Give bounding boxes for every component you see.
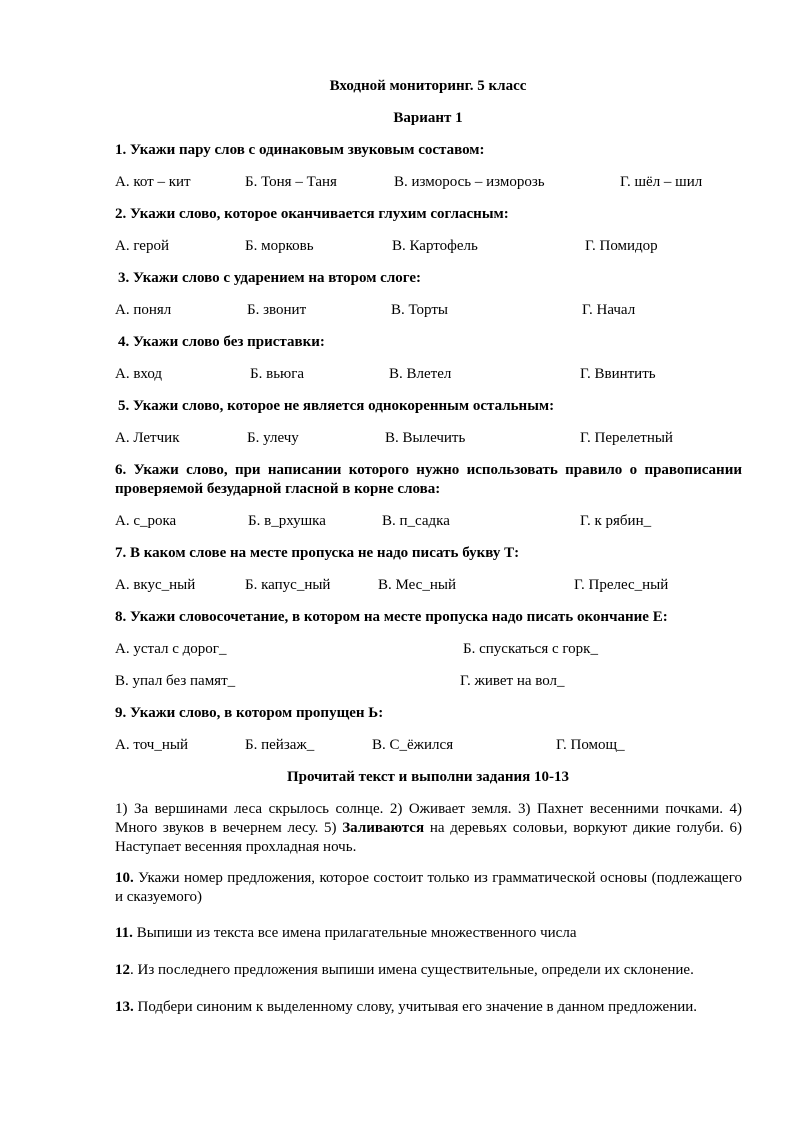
document-title: Входной мониторинг. 5 класс [329,78,527,94]
highlighted-word: Заливаются [342,820,425,836]
q1-option-a: А. кот – кит [115,174,191,190]
variant-heading: Вариант 1 [393,110,463,126]
q5-option-b: Б. улечу [247,430,299,446]
q7-option-c: В. Мес_ный [378,577,456,593]
q4-option-a: А. вход [115,366,163,382]
q8-option-a: А. устал с дорог_ [115,641,227,657]
q2-option-c: В. Картофель [392,238,478,254]
q2-option-d: Г. Помидор [585,238,658,254]
q2-option-b: Б. морковь [245,238,314,254]
q6-option-d: Г. к рябин_ [580,513,652,529]
q5-option-d: Г. Перелетный [580,430,673,446]
q4-option-c: В. Влетел [389,366,452,382]
task-13 [115,998,742,1017]
question-9: 9. Укажи слово, в котором пропущен Ь: [115,705,384,721]
q3-option-b: Б. звонит [247,302,307,318]
q8-option-b: Б. спускаться с горк_ [463,641,598,657]
reading-heading: Прочитай текст и выполни задания 10-13 [286,769,570,785]
q5-option-a: А. Летчик [115,430,180,446]
q3-option-a: А. понял [115,302,172,318]
task-13-text: Подбери синоним к выделенному слову, учитывая его значение в данном предложении. [133,999,698,1015]
question-8: 8. Укажи словосочетание, в котором на месте пропуска надо писать окончание Е: [115,609,668,625]
task-11 [115,924,742,943]
q9-option-b: Б. пейзаж_ [245,737,315,753]
task-10 [115,869,742,907]
question-6: 6. Укажи слово, при написании которого нужно использовать правило о правописании проверяемой безударной гласной в корне слова: [115,462,742,497]
question-7: 7. В каком слове на месте пропуска не надо писать букву Т: [115,545,520,561]
q7-option-b: Б. капус_ный [245,577,331,593]
q5-option-c: В. Вылечить [385,430,466,446]
q7-option-a: А. вкус_ный [115,577,196,593]
task-10-text: Укажи номер предложения, которое состоит только из грамматической основы (подлежащего и сказуемого) [115,870,742,905]
q6-option-a: А. с_рока [115,513,177,529]
task-12-number: 12 [115,962,130,978]
q3-option-d: Г. Начал [582,302,636,318]
task-13-number: 13. [115,999,134,1015]
reading-text [115,800,742,857]
q9-option-a: А. точ_ный [115,737,188,753]
task-11-text: Выпиши из текста все имена прилагательные множественного числа [132,925,577,941]
q1-option-d: Г. шёл – шил [620,174,703,190]
question-4: 4. Укажи слово без приставки: [118,334,325,350]
q1-option-c: В. изморось – изморозь [394,174,545,190]
task-11-number: 11. [115,925,133,941]
question-3: 3. Укажи слово с ударением на втором слоге: [118,270,422,286]
q1-option-b: Б. Тоня – Таня [245,174,337,190]
q6-option-b: Б. в_рхушка [248,513,326,529]
task-12-text: . Из последнего предложения выпиши имена существительные, определи их склонение. [130,962,694,978]
q2-option-a: А. герой [115,238,169,254]
task-10-number: 10. [115,870,134,886]
question-1: 1. Укажи пару слов с одинаковым звуковым составом: [115,142,485,158]
q8-option-d: Г. живет на вол_ [460,673,565,689]
q6-option-c: В. п_садка [382,513,450,529]
reading-text-start: 1) За вершинами леса скрылось солнце. 2) Оживает земля. 3) Пахнет весенними почками. 4) Много звуков в вечернем лесу. 5) [115,801,742,836]
q7-option-d: Г. Прелес_ный [574,577,669,593]
q9-option-c: В. С_ёжился [372,737,454,753]
q4-option-d: Г. Ввинтить [580,366,656,382]
reading-text-end: на деревьях соловьи, воркуют дикие голуби. 6) Наступает весенняя прохладная ночь. [115,820,742,855]
q8-option-c: В. упал без памят_ [115,673,236,689]
question-2: 2. Укажи слово, которое оканчивается глухим согласным: [115,206,509,222]
q3-option-c: В. Торты [391,302,448,318]
q9-option-d: Г. Помощ_ [556,737,625,753]
task-12 [115,961,742,980]
q4-option-b: Б. вьюга [250,366,305,382]
question-5: 5. Укажи слово, которое не является однокоренным остальным: [118,398,555,414]
